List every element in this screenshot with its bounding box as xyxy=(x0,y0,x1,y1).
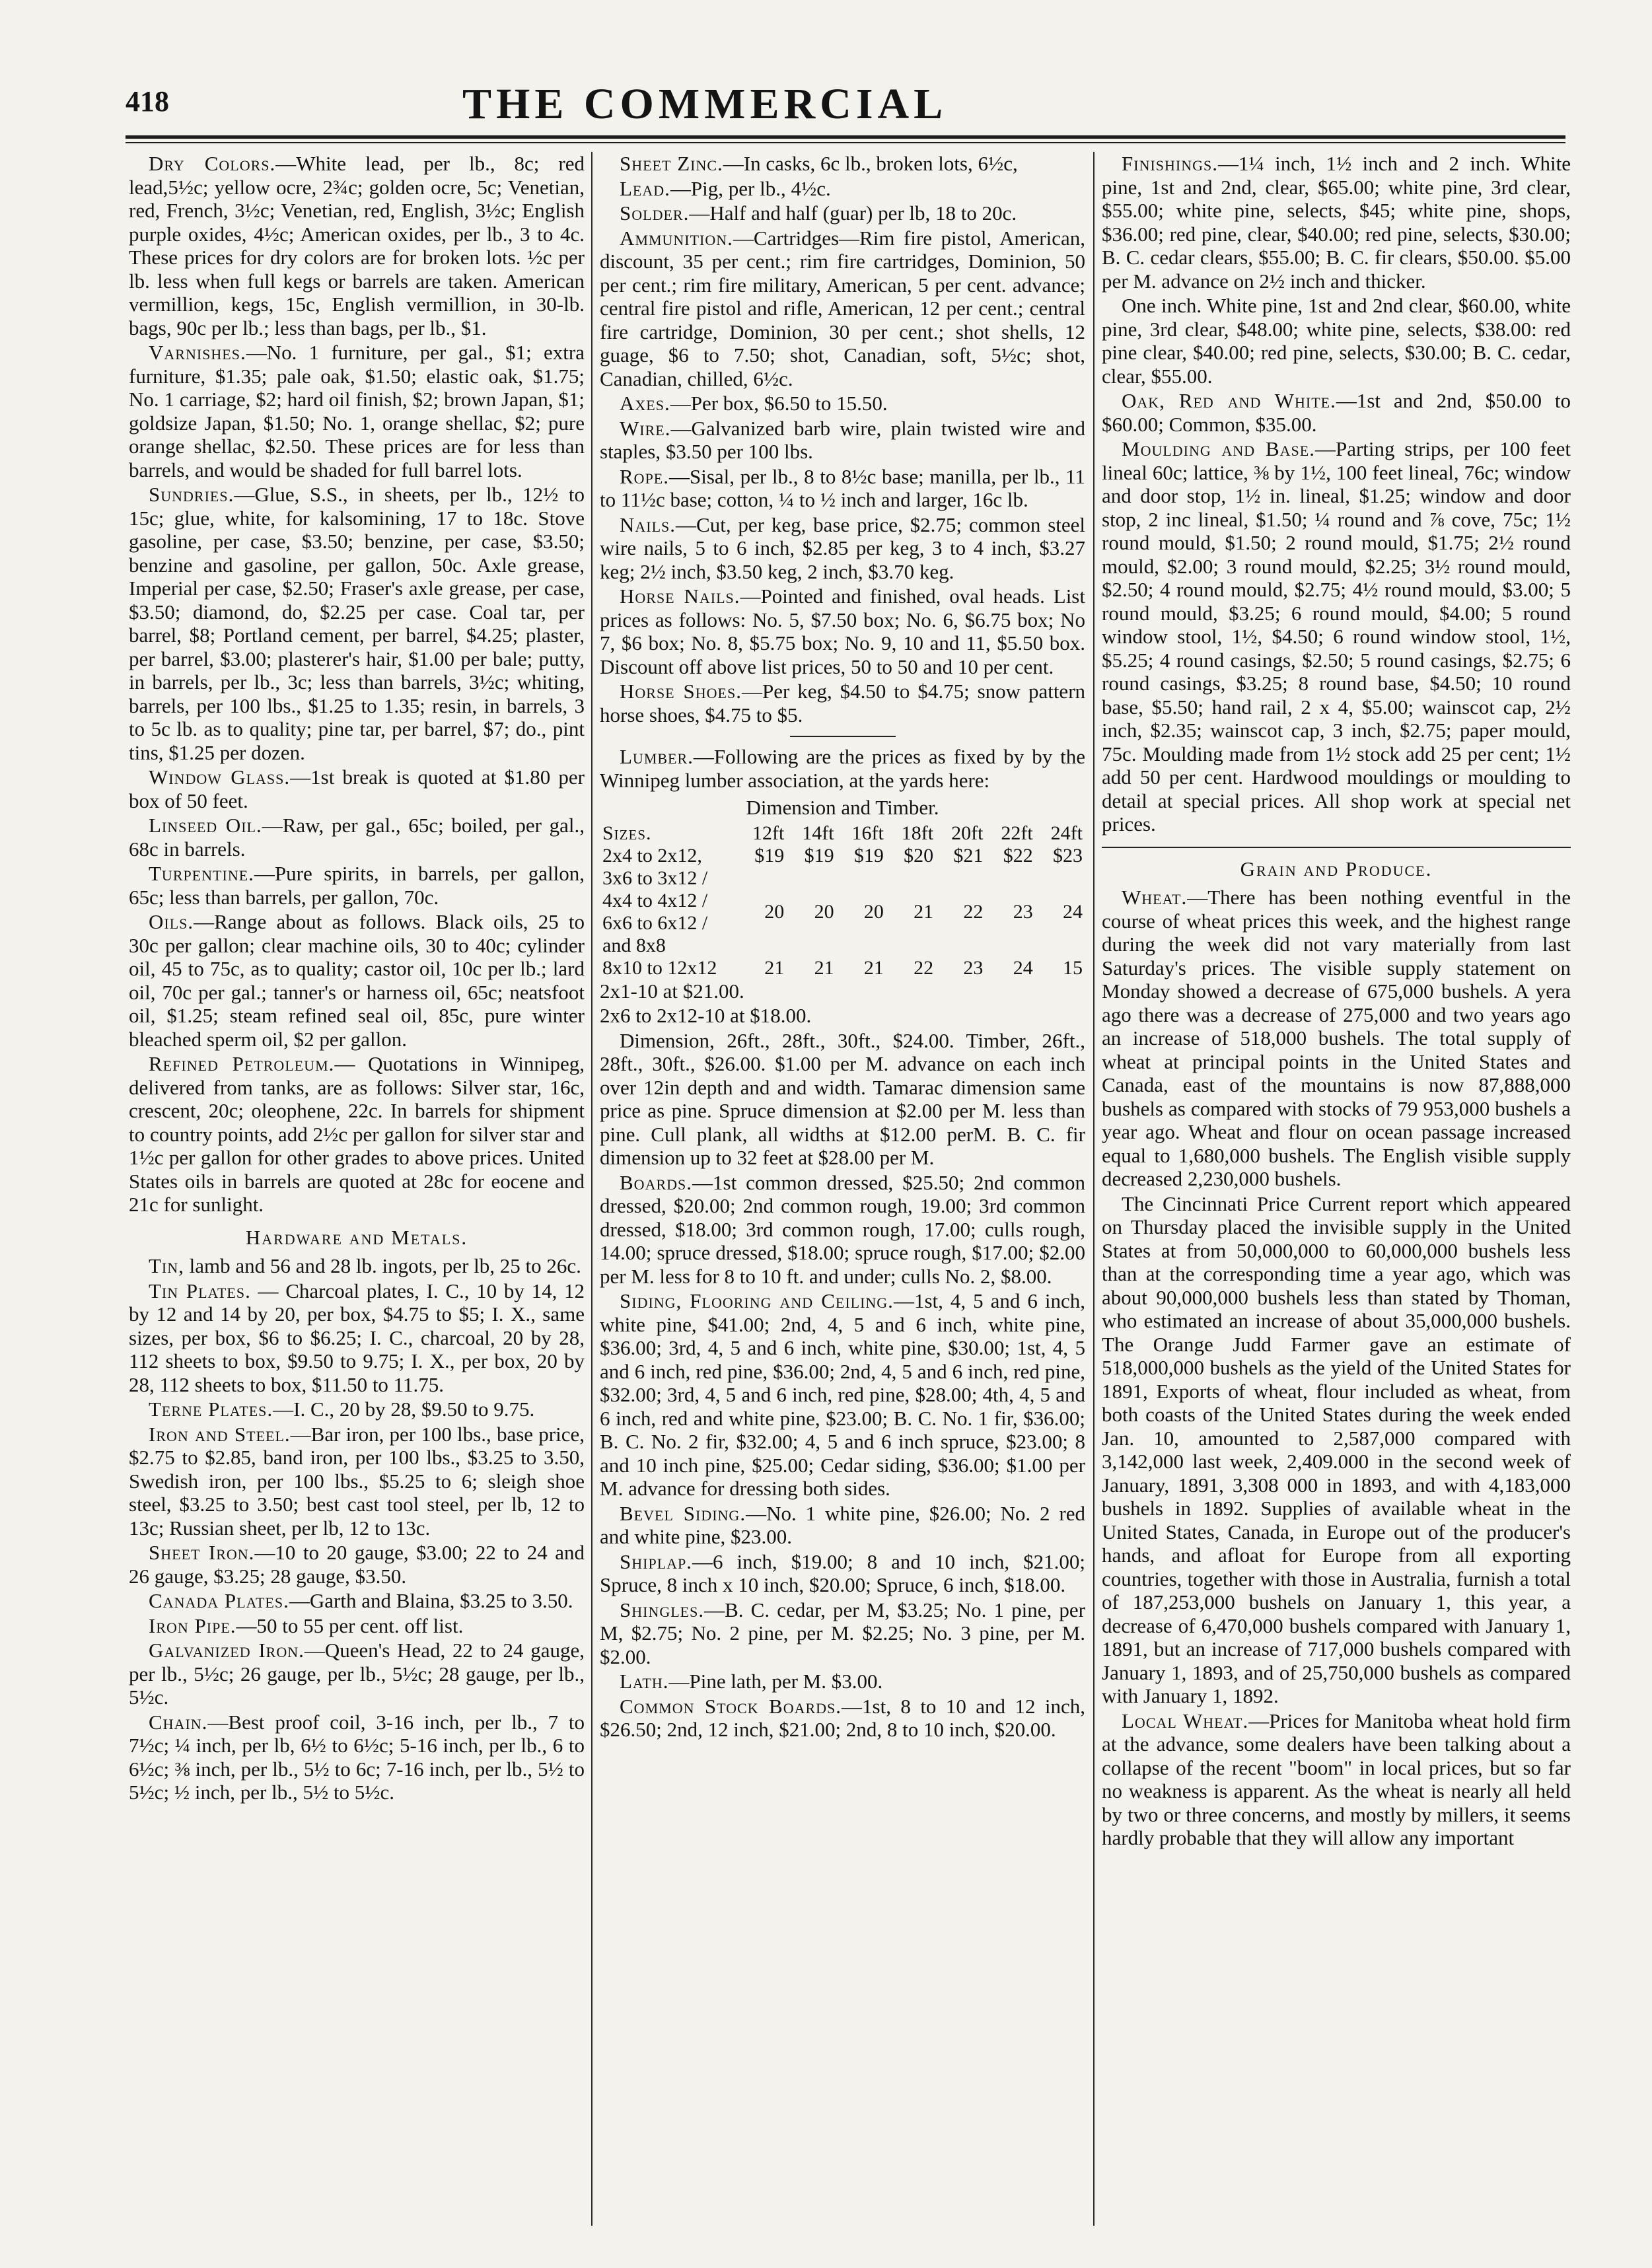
item-text: —1st, 4, 5 and 6 inch, white pine, $41.00; 2nd, 4, 5 and 6 inch, white pine, $36.00; 3rd, 4, 5 and 6 inch, white pine, $30.00; 1st, 4, 5 and 6 inch, red pine, $36.00; 2nd, 4, 5 and 6 inch, red pine, $32.00; 3rd, 4, 5 and 6 inch, red pine, $28.00; 4th, 4, 5 and 6 inch, red and white pine, $23.00; B. C. No. 1 fir, $36.00; B. C. No. 2 fir, $32.00; 4, 5 and 6 inch spruce, $23.00; 8 and 10 inch pine, $25.00; Cedar siding, $36.00; $1.00 per M. advance for dressing both sides. xyxy=(600,1289,1085,1500)
column-2 xyxy=(600,152,1085,2232)
paragraph-horse-shoes xyxy=(600,680,1085,726)
lumber-note: 2x1-10 at $21.00. xyxy=(600,979,744,1003)
section-divider xyxy=(1102,847,1571,848)
page-title: THE COMMERCIAL xyxy=(462,80,948,128)
item-heading: Window Glass. xyxy=(149,765,291,789)
item-heading: Oak, Red and White. xyxy=(1122,389,1336,412)
item-heading: Canada Plates. xyxy=(149,1589,289,1612)
item-text: —In casks, 6c lb., broken lots, 6½c, xyxy=(723,152,1018,175)
item-text: —Half and half (guar) per lb, 18 to 20c. xyxy=(689,201,1017,225)
paragraph-tin-plates xyxy=(129,1279,585,1397)
item-heading: Wheat. xyxy=(1122,886,1188,909)
paragraph-window-glass xyxy=(129,765,585,812)
item-text: —Pointed and finished, oval heads. List prices as follows: No. 5, $7.50 box; No. 6, $6.75 box; No 7, $6 box; No. 8, $5.75 box; No. 9, 10 and 11, $5.50 box. Discount off above list prices, 50 to 50 and 10 per cent. xyxy=(600,585,1085,678)
table-header: 20ft xyxy=(951,822,984,844)
paragraph-iron-steel xyxy=(129,1423,585,1540)
paragraph-axes xyxy=(600,392,1085,415)
item-heading: Tin, xyxy=(149,1254,184,1277)
paragraph-dimension: Dimension, 26ft., 28ft., 30ft., $24.00. Timber, 26ft., 28ft., 30ft., $26.00. $1.00 per M. advance on each inch over 12in depth and and width. Tamarac dimension same price as pine. Spruce dimension at $2.00 per M. less than pine. Cull plank, all widths at $12.00 perM. B. C. fir dimension up to 32 feet at $28.00 per M. xyxy=(600,1028,1085,1169)
table-cell: $19 xyxy=(853,844,884,867)
table-cell: 8x10 to 12x12 xyxy=(602,956,717,979)
item-heading: Shingles. xyxy=(620,1598,705,1621)
paragraph-iron-pipe xyxy=(129,1614,585,1638)
table-header: 18ft xyxy=(901,822,934,844)
table-row xyxy=(600,867,1085,957)
paragraph-wire xyxy=(600,417,1085,464)
table-cell: $20 xyxy=(904,844,934,867)
column-divider xyxy=(591,152,593,2226)
paragraph-varnishes xyxy=(129,341,585,481)
paragraph-tin xyxy=(129,1254,585,1278)
paragraph-linseed xyxy=(129,814,585,861)
table-cell: 3x6 to 3x12 / 4x4 to 4x12 / 6x6 to 6x12 / and 8x8 xyxy=(602,867,708,956)
item-text: —Best proof coil, 3-16 inch, per lb., 7 to 7½c; ¼ inch, per lb, 6½ to 6½c; 5-16 inch, per lb., 6 to 6½c; ⅜ inch, per lb., 5½ to 6c; 7-16 inch, per lb., 5½ to 5½c; ½ inch, per lb., 5½ to 5½c. xyxy=(129,1710,585,1804)
paragraph-sheet-iron xyxy=(129,1541,585,1588)
table-cell: 22 xyxy=(963,900,984,923)
table-row xyxy=(600,957,1085,979)
paragraph-oak xyxy=(1102,389,1571,436)
item-heading: Finishings. xyxy=(1122,152,1218,175)
item-heading: Local Wheat. xyxy=(1122,1709,1249,1732)
table-cell: 23 xyxy=(1013,900,1033,923)
table-cell: 20 xyxy=(863,900,884,923)
paragraph-solder xyxy=(600,201,1085,225)
item-heading: Axes. xyxy=(620,392,670,415)
item-text: — Charcoal plates, I. C., 10 by 14, 12 by 12 and 14 by 20, per box, $4.75 to $5; I. X., same sizes, per box, $6 to $6.25; I. C., charcoal, 20 by 28, 112 sheets to box, $9.50 to 9.75; I. X., per box, 20 by 28, 112 sheets to box, $11.50 to 11.75. xyxy=(129,1279,585,1396)
item-heading: Solder. xyxy=(620,201,690,225)
paragraph-chain xyxy=(129,1711,585,1804)
item-heading: Terne Plates. xyxy=(149,1398,273,1421)
paragraph-one-inch: One inch. White pine, 1st and 2nd clear, $60.00, white pine, 3rd clear, $48.00; white pine, selects, $38.00: red pine clear, $40.00; red pine, selects, $30.00; B. C. cedar, clear, $55.00. xyxy=(1102,294,1571,388)
masthead-rule xyxy=(126,135,1565,139)
item-text: —B. C. cedar, per M, $3.25; No. 1 pine, per M, $2.75; No. 2 pine, per M. $2.25; No. 3 pine, per M. $2.00. xyxy=(600,1598,1085,1668)
item-text: —1st break is quoted at $1.80 per box of 50 feet. xyxy=(129,765,585,812)
paragraph-ammunition xyxy=(600,227,1085,391)
item-text: —Bar iron, per 100 lbs., base price, $2.75 to $2.85, band iron, per 100 lbs., $3.25 to 3.50, Swedish iron, per 100 lbs., $5.25 to 6; sleigh shoe steel, $3.25 to 3.50; best cast tool steel, per lb, 12 to 13c; Russian sheet, per lb, 12 to 13c. xyxy=(129,1422,585,1540)
item-text: —Galvanized barb wire, plain twisted wire and staples, $3.50 per 100 lbs. xyxy=(600,416,1085,463)
item-heading: Rope. xyxy=(620,464,669,488)
table-header: 12ft xyxy=(752,822,785,844)
paragraph-petroleum xyxy=(129,1052,585,1217)
paragraph-terne xyxy=(129,1398,585,1421)
paragraph-wheat xyxy=(1102,886,1571,1191)
item-text: —No. 1 white pine, $26.00; No. 2 red and white pine, $23.00. xyxy=(600,1501,1085,1548)
paragraph-lead xyxy=(600,177,1085,201)
item-text: —Cartridges—Rim fire pistol, American, discount, 35 per cent.; rim fire cartridges, Dominion, 50 per cent.; rim fire military, American, 5 per cent. advance; central fire pistol and rifle, American, 12 per cent.; central fire cartridge, Dominion, 30 per cent.; shot shells, 12 guage, $6 to 7.50; shot, Canadian, soft, 5½c; shot, Canadian, chilled, 6½c. xyxy=(600,226,1085,390)
table-header: Sizes. xyxy=(602,822,652,844)
paragraph-sundries xyxy=(129,483,585,764)
table-cell: 21 xyxy=(814,956,834,979)
item-heading: Sheet Zinc. xyxy=(620,152,723,175)
paragraph-galvanized xyxy=(129,1639,585,1709)
item-heading: Linseed Oil. xyxy=(149,814,262,837)
item-text: — Quotations in Winnipeg, delivered from tanks, are as follows: Silver star, 16c, crescent, 20c; oleophene, 22c. In barrels for shipment to country points, add 2½c per gallon for silver star and 1½c per gallon for other grades to above prices. United States oils in barrels are quoted at 28c for eocene and 21c for sunlight. xyxy=(129,1052,585,1216)
item-heading: Turpentine. xyxy=(149,862,254,885)
table-header: 16ft xyxy=(851,822,884,844)
table-cell: 22 xyxy=(914,956,934,979)
table-cell: 24 xyxy=(1063,900,1083,923)
table-header: 24ft xyxy=(1050,822,1083,844)
paragraph-canada-plates xyxy=(129,1589,585,1613)
paragraph-stock-boards xyxy=(600,1695,1085,1742)
table-cell: $23 xyxy=(1053,844,1083,867)
item-text: —There has been nothing eventful in the course of wheat prices this week, and the highest range during the week did not vary materially from last Saturday's prices. The visible supply statement on Monday showed a decrease of 675,000 bushels. A yera ago there was a decrease of 275,000 and two years ago an increase of 518,000 bushels. The total supply of wheat at principal points in the United States and Canada, east of the mountains is now 87,888,000 bushels as compared with stocks of 79 953,000 bushels a year ago. Wheat and flour on ocean passage increased equal to 1,680,000 bushels. The English visible supply decreased 2,230,000 bushels. xyxy=(1102,886,1571,1190)
item-text: lamb and 56 and 28 lb. ingots, per lb, 25 to 26c. xyxy=(184,1254,581,1277)
item-text: —No. 1 furniture, per gal., $1; extra furniture, $1.35; pale oak, $1.50; elastic oak, $1.75; No. 1 carriage, $2; hard oil finish, $2; brown Japan, $1; goldsize Japan, $1.50; No. 1, orange shellac, $2; pure orange shellac, $2.50. These prices are for less than barrels, and would be shaded for full barrel lots. xyxy=(129,341,585,481)
paragraph-shingles xyxy=(600,1598,1085,1669)
paragraph-rope xyxy=(600,465,1085,512)
item-text: —10 to 20 gauge, $3.00; 22 to 24 and 26 gauge, $3.25; 28 gauge, $3.50. xyxy=(129,1541,585,1588)
paragraph-lath xyxy=(600,1670,1085,1693)
item-text: —Glue, S.S., in sheets, per lb., 12½ to 15c; glue, white, for kalsomining, 17 to 18c. Stove gasoline, per case, $3.50; benzine, per case, $3.50; benzine and gasoline, per gallon, 50c. Axle grease, Imperial per case, $2.50; Fraser's axle grease, per case, $3.50; diamond, do, $2.25 per case. Coal tar, per barrel, $8; Portland cement, per barrel, $4.25; plaster, per barrel, $3.00; plasterer's hair, $1.00 per bale; putty, in barrels, per lb., 3c; less than barrels, 3½c; whiting, barrels, per 100 lbs., $1.25 to 1.35; resin, in barrels, 3 to 5c lb. as to quality; pine tar, per barrel, $7; do., pint tins, $1.25 per dozen. xyxy=(129,483,585,764)
lumber-table-title: Dimension and Timber. xyxy=(746,796,939,819)
item-heading: Siding, Flooring and Ceiling. xyxy=(620,1289,894,1312)
masthead-rule-thin xyxy=(126,142,1565,143)
separator-rule xyxy=(790,736,896,737)
paragraph-lumber xyxy=(600,745,1085,792)
paragraph-cincinnati: The Cincinnati Price Current report which appeared on Thursday placed the invisible supply in the United States at from 50,000,000 to 60,000,000 bushels less than at the corresponding time a year ago, which was about 90,000,000 bushels less than stated by Thoman, who estimated an increase of about 35,000,000 bushels. The Orange Judd Farmer gave an estimate of 518,000,000 bushels as the yield of the United States for 1891, Exports of wheat, flour included as wheat, from both coasts of the United States during the week ended Jan. 10, amounted to 2,587,000 compared with 3,142,000 last week, 2,409.000 in the second week of January, 1891, 3,308 000 in 1893, and with 4,183,000 bushels in 1892. Supplies of available wheat in the United States, Canada, in Europe out of the producer's hands, and afloat for Europe from all exporting countries, together with those in Australia, furnish a total of 187,253,000 bushels on January 1, this year, a decrease of 6,470,000 bushels compared with January 1, 1891, but an increase of 717,000 bushels compared with January 1, 1893, and of 25,750,000 bushels as compared with January 1, 1892. xyxy=(1102,1191,1571,1707)
table-cell: $22 xyxy=(1003,844,1033,867)
table-cell: 21 xyxy=(914,900,934,923)
item-text: —Prices for Manitoba wheat hold firm at the advance, some dealers have been talking about a collapse of the recent "boom" in local prices, but so far no weakness is apparent. As the wheat is nearly all held by two or three concerns, and mostly by millers, it seems hardly probable that they will allow any important xyxy=(1102,1709,1571,1849)
lumber-price-table xyxy=(600,822,1085,979)
paragraph-nails xyxy=(600,513,1085,584)
item-heading: Boards. xyxy=(620,1170,692,1194)
item-heading: Horse Nails. xyxy=(620,585,740,608)
item-text: —Parting strips, per 100 feet lineal 60c; lattice, ⅜ by 1½, 100 feet lineal, 76c; window and door stop, 1½ in. lineal, $1.25; window and door stop, 2 inc lineal, $1.50; ¼ round and ⅞ cove, 75c; 1½ round mould, $1.50; 2 round mould, $1.75; 2½ round mould, $2.00; 3 round mould, $2.25; 3½ round mould, $2.50; 4 round mould, $2.75; 4½ round mould, $3.00; 5 round mould, $3.25; 6 round mould, $4.00; 5 round window stool, 1½, $4.50; 6 round window stool, 1½, $5.25; 4 round casings, $2.50; 5 round casings, $2.75; 6 round casings, $3.25; 8 round base, $4.50; 10 round base, $5.50; hand rail, 2 x 4, $5.00; wainscot cap, 2½ inch, $2.35; wainscot cap, 3 inch, $2.75; paper mould, 75c. Moulding made from 1½ stock add 25 per cent; 1½ add 50 per cent. Hardwood mouldings or moulding to detail at special prices. All shop work at special net prices. xyxy=(1102,437,1571,835)
page-number: 418 xyxy=(126,85,169,118)
paragraph-dry-colors xyxy=(129,152,585,339)
paragraph-horse-nails xyxy=(600,585,1085,678)
item-text: —6 inch, $19.00; 8 and 10 inch, $21.00; Spruce, 8 inch x 10 inch, $20.00; Spruce, 6 inch, $18.00. xyxy=(600,1549,1085,1596)
section-heading-hardware: Hardware and Metals. xyxy=(245,1225,468,1249)
item-text: —Sisal, per lb., 8 to 8½c base; manilla, per lb., 11 to 11½c base; cotton, ¼ to ½ inch and larger, 16c lb. xyxy=(600,464,1085,511)
table-cell: $19 xyxy=(754,844,785,867)
item-text: —Pine lath, per M. $3.00. xyxy=(668,1670,883,1693)
item-heading: Moulding and Base. xyxy=(1122,437,1315,460)
table-header-row xyxy=(600,822,1085,845)
item-text: —Pig, per lb., 4½c. xyxy=(670,176,831,200)
lumber-note: 2x6 to 2x12-10 at $18.00. xyxy=(600,1004,812,1027)
item-heading: Lumber. xyxy=(620,745,694,768)
table-cell: 15 xyxy=(1063,956,1083,979)
item-text: —Raw, per gal., 65c; boiled, per gal., 68c in barrels. xyxy=(129,814,585,861)
column-divider xyxy=(1093,152,1095,2226)
paragraph-siding xyxy=(600,1289,1085,1501)
item-heading: Refined Petroleum. xyxy=(149,1052,335,1075)
item-text: —1st and 2nd, $50.00 to $60.00; Common, $35.00. xyxy=(1102,389,1571,436)
item-heading: Varnishes. xyxy=(149,341,246,364)
paragraph-local-wheat xyxy=(1102,1709,1571,1850)
paragraph-shiplap xyxy=(600,1550,1085,1597)
item-heading: Iron and Steel. xyxy=(149,1422,291,1446)
table-cell: 2x4 to 2x12, xyxy=(602,844,702,867)
item-text: —Per box, $6.50 to 15.50. xyxy=(670,392,888,415)
item-heading: Sundries. xyxy=(149,483,234,506)
item-text: —1¼ inch, 1½ inch and 2 inch. White pine, 1st and 2nd, clear, $65.00; white pine, 3rd clear, $55.00; white pine, selects, $45; white pine, shops, $36.00; red pine, clear, $40.00; red pine, selects, $30.00; B. C. cedar clears, $55.00; B. C. fir clears, $50.00. $5.00 per M. advance on 2½ inch and thicker. xyxy=(1102,152,1571,293)
section-heading-grain: Grain and Produce. xyxy=(1240,857,1433,880)
column-3 xyxy=(1102,152,1571,2232)
item-text: —Following are the prices as fixed by by the Winnipeg lumber association, at the yards here: xyxy=(600,745,1085,792)
table-cell: $19 xyxy=(804,844,834,867)
item-text: —1st common dressed, $25.50; 2nd common dressed, $20.00; 2nd common rough, 19.00; 3rd common dressed, $18.00; 3rd common rough, 17.00; culls rough, 14.00; spruce dressed, $18.00; spruce rough, $17.00; $2.00 per M. less for 8 to 10 ft. and under; culls No. 2, $8.00. xyxy=(600,1170,1085,1288)
table-header: 14ft xyxy=(802,822,834,844)
table-cell: 20 xyxy=(814,900,834,923)
paragraph-oils xyxy=(129,910,585,1051)
paragraph-moulding xyxy=(1102,437,1571,836)
item-text: —Cut, per keg, base price, $2.75; common steel wire nails, 5 to 6 inch, $2.85 per keg, 3 to 4 inch, $3.27 keg; 2½ inch, $3.50 keg, 2 inch, $3.70 keg. xyxy=(600,513,1085,583)
item-text: —White lead, per lb., 8c; red lead,5½c; yellow ocre, 2¾c; golden ocre, 5c; Venetian, red, French, 3½c; Venetian, red, English, 3½c; English purple oxides, 4½c; American oxides, per lb., 3 to 4c. These prices for dry colors are for broken lots. ½c per lb. less when full kegs or barrels are taken. American vermillion, kegs, 15c, English vermillion, in 30-lb. bags, 90c per lb.; less than bags, per lb., $1. xyxy=(129,152,585,339)
table-cell: 20 xyxy=(764,900,785,923)
item-heading: Ammunition. xyxy=(620,226,733,250)
paragraph-boards xyxy=(600,1171,1085,1289)
item-heading: Nails. xyxy=(620,513,676,536)
item-heading: Bevel Siding. xyxy=(620,1501,746,1525)
table-cell: 21 xyxy=(764,956,785,979)
item-text: —Range about as follows. Black oils, 25 to 30c per gallon; clear machine oils, 30 to 40c; cylinder oil, 45 to 75c, as to quality; castor oil, 10c per lb.; lard oil, 70c per gal.; tanner's or harness oil, 65c; neatsfoot oil, $1.25; steam refined seal oil, 85c, pure winter bleached sperm oil, $2 per gallon. xyxy=(129,910,585,1051)
item-heading: Galvanized Iron. xyxy=(149,1639,305,1662)
table-cell: $21 xyxy=(953,844,984,867)
item-text: —I. C., 20 by 28, $9.50 to 9.75. xyxy=(273,1398,535,1421)
item-text: —Pure spirits, in barrels, per gallon, 65c; less than barrels, per gallon, 70c. xyxy=(129,862,585,909)
item-text: —Per keg, $4.50 to $4.75; snow pattern horse shoes, $4.75 to $5. xyxy=(600,680,1085,726)
item-heading: Oils. xyxy=(149,910,194,933)
table-row xyxy=(600,845,1085,867)
item-text: —Garth and Blaina, $3.25 to 3.50. xyxy=(289,1589,573,1612)
item-heading: Lath. xyxy=(620,1670,669,1693)
item-heading: Wire. xyxy=(620,416,671,440)
item-heading: Dry Colors. xyxy=(149,152,276,175)
paragraph-bevel xyxy=(600,1502,1085,1549)
table-cell: 21 xyxy=(863,956,884,979)
item-heading: Common Stock Boards. xyxy=(620,1694,842,1718)
item-heading: Chain. xyxy=(149,1710,208,1734)
item-heading: Iron Pipe. xyxy=(149,1613,236,1637)
item-heading: Lead. xyxy=(620,176,670,200)
item-heading: Sheet Iron. xyxy=(149,1541,255,1564)
table-cell: 23 xyxy=(963,956,984,979)
item-heading: Tin Plates. xyxy=(149,1279,251,1302)
item-text: —1st, 8 to 10 and 12 inch, $26.50; 2nd, 12 inch, $21.00; 2nd, 8 to 10 inch, $20.00. xyxy=(600,1694,1085,1741)
item-heading: Shiplap. xyxy=(620,1549,693,1573)
table-header: 22ft xyxy=(1001,822,1033,844)
item-text: —50 to 55 per cent. off list. xyxy=(236,1613,464,1637)
item-heading: Horse Shoes. xyxy=(620,680,742,703)
item-text: —Queen's Head, 22 to 24 gauge, per lb., 5½c; 26 gauge, per lb., 5½c; 28 gauge, per lb., 5½c. xyxy=(129,1639,585,1709)
table-cell: 24 xyxy=(1013,956,1033,979)
column-1 xyxy=(129,152,585,2232)
paragraph-sheet-zinc xyxy=(600,152,1085,176)
paragraph-finishings xyxy=(1102,152,1571,293)
paragraph-turpentine xyxy=(129,862,585,909)
